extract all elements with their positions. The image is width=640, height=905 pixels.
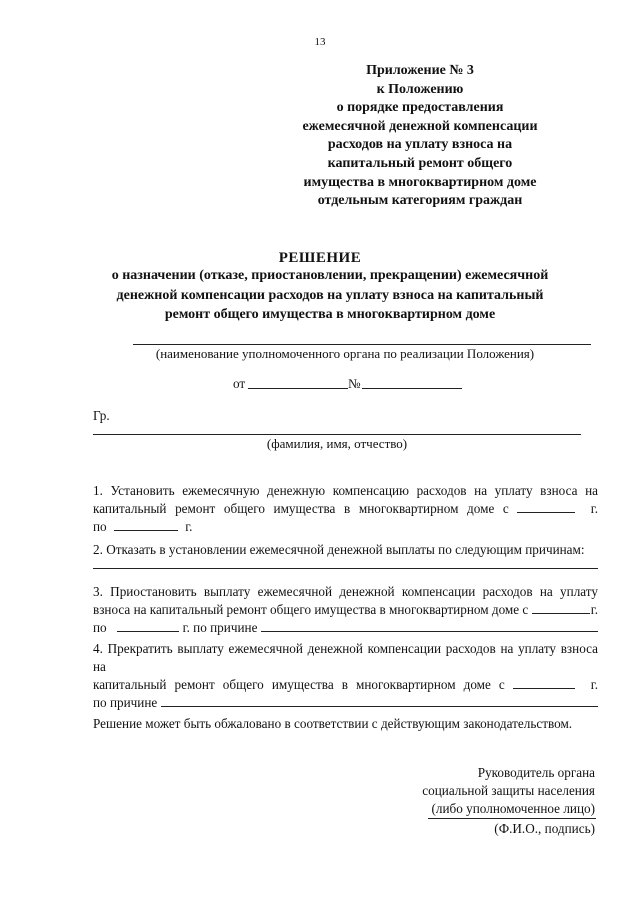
signature-line: (либо уполномоченное лицо): [431, 800, 595, 816]
signature-caption: (Ф.И.О., подпись): [494, 821, 595, 836]
item-3-line-1: 3. Приостановить выплату ежемесячной денежной компенсации расходов на уплату: [93, 584, 598, 599]
item-1-year-unit-2: г.: [185, 519, 193, 534]
number-field[interactable]: [362, 388, 462, 389]
item-4-year-unit: г.: [590, 677, 598, 692]
appendix-heading: [260, 62, 580, 211]
appendix-line: расходов на уплату взноса на: [327, 137, 513, 153]
item-4-line-1: 4. Прекратить выплату ежемесячной денежной компенсации расходов на уплату взноса на: [93, 641, 598, 674]
appendix-line: ежемесячной денежной компенсации: [302, 118, 538, 134]
fio-caption: (фамилия, имя, отчество): [266, 436, 408, 451]
appendix-line: капитальный ремонт общего: [327, 155, 513, 171]
citizen-name-field[interactable]: [93, 434, 581, 435]
authority-name-field[interactable]: [133, 344, 591, 345]
authority-caption: (наименование уполномоченного органа по реализации Положения): [155, 346, 535, 361]
item-1-line-1: 1. Установить ежемесячную денежную компенсацию расходов на уплату взноса на: [93, 483, 598, 498]
signature-line: социальной защиты населения: [422, 782, 595, 798]
item-1: [93, 482, 598, 536]
item-3-line-2: [93, 601, 598, 619]
document-title: РЕШЕНИЕ: [278, 250, 362, 266]
page-number: 13: [314, 36, 326, 48]
item-1-line-3: [93, 518, 598, 536]
document-subtitle: [95, 266, 565, 325]
subtitle-line: ремонт общего имущества в многоквартирном доме: [164, 307, 496, 322]
appendix-line: отдельным категориям граждан: [317, 193, 523, 209]
date-label: от: [233, 376, 246, 391]
item-3-text: взноса на капитальный ремонт общего имущества в многоквартирном доме с: [93, 602, 529, 617]
subtitle-line: о назначении (отказе, приостановлении, прекращении) ежемесячной: [111, 268, 549, 283]
appendix-line: Приложение № 3: [366, 63, 474, 78]
item-3-line-3: [93, 619, 598, 637]
item-3: [93, 583, 598, 637]
item-4-line-3: [93, 694, 598, 712]
number-label: №: [348, 376, 361, 391]
item-1-line-2: [93, 500, 598, 518]
item-2: 2. Отказать в установлении ежемесячной денежной выплаты по следующим причинам:: [93, 542, 585, 557]
subtitle-line: денежной компенсации расходов на уплату взноса на капитальный: [116, 287, 544, 303]
item-4-reason-label: по причине: [93, 695, 158, 710]
item-3-to-label: по: [93, 620, 107, 635]
appendix-line: о порядке предоставления: [336, 100, 504, 116]
citizen-label: Гр.: [93, 408, 110, 423]
item-4-date-field[interactable]: [513, 676, 575, 689]
item-4-reason-field[interactable]: [161, 694, 598, 707]
item-2-reason-field[interactable]: [93, 568, 598, 569]
item-4: [93, 640, 598, 712]
item-3-start-date-field[interactable]: [532, 601, 590, 614]
item-3-reason-label: г. по причине: [182, 620, 258, 635]
item-4-line-2: [93, 676, 598, 694]
item-1-end-date-field[interactable]: [114, 518, 178, 531]
item-3-end-date-field[interactable]: [117, 619, 179, 632]
item-3-reason-field[interactable]: [261, 619, 598, 632]
signature-block: [415, 764, 595, 817]
date-field[interactable]: [248, 388, 348, 389]
item-1-start-date-field[interactable]: [517, 500, 575, 513]
item-1-to-label: по: [93, 519, 107, 534]
item-4-text: капитальный ремонт общего имущества в многоквартирном доме с: [93, 677, 505, 692]
appendix-line: к Положению: [376, 81, 464, 97]
signature-line: Руководитель органа: [477, 765, 595, 780]
appeal-note: Решение может быть обжаловано в соответствии с действующим законодательством.: [93, 716, 573, 731]
signature-field[interactable]: [428, 818, 596, 819]
item-3-year-unit: г.: [590, 602, 598, 617]
item-1-text: капитальный ремонт общего имущества в многоквартирном доме с: [93, 501, 509, 516]
item-1-year-unit: г.: [590, 501, 598, 516]
appendix-line: имущества в многоквартирном доме: [303, 174, 537, 190]
